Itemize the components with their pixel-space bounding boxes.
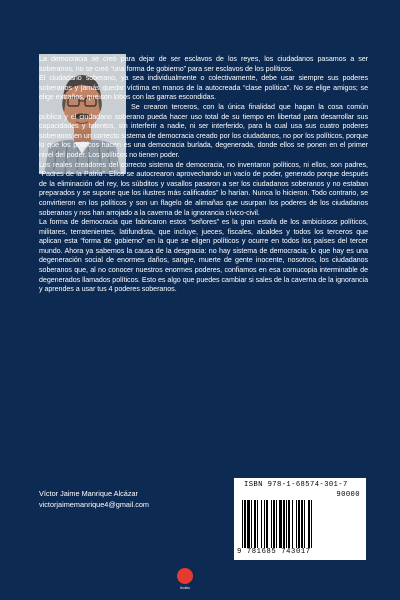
barcode-bar xyxy=(283,500,285,548)
blurb-paragraph: El ciudadano soberano, ya sea individualmente o colectivamente, debe usar siempre sus poderes soberanos y jamás quedar víctima en manos de la autocreada “clase política”. No se elige amigos; se elige extraños, que son lobos con las garras escondidas. xyxy=(39,74,368,102)
blurb-text xyxy=(39,55,368,295)
barcode-bar xyxy=(254,500,256,548)
blurb-paragraph: La democracia se creó para dejar de ser esclavos de los reyes, los ciudadanos pasamos a ser soberanos, no se creó “una forma de gobierno” para ser esclavos de los políticos. xyxy=(39,55,368,73)
isbn-number: ISBN 978-1-68574-301-7 xyxy=(244,481,348,489)
blurb-paragraph: La forma de democracia que fabricaron estos “señores” es la gran estafa de los ambiciosos políticos, militares, terratenientes, latifundista, que incluye, jueces, fiscales, alcaldes y todos los terceros que aplican esta “forma de gobierno” en la que se eligen políticos y ocurre en todos los países del tercer mundo. Ahora ya sabemos la causa de la desgracia: no hay sistema de democracia; lo que hay es una degeneración social de enormes daños, sangre, muerte de gente inocente, nosotros, los ciudadanos soberanos que, al no conocer nuestros enormes poderes, confiamos en esa cornucopia interminable de degenerados llamados políticos. Esto es algo que puedes cambiar si sales de la caverna de la ignorancia y aprendes a usar tus 4 poderes soberanos. xyxy=(39,218,368,294)
barcode-bar xyxy=(266,500,268,548)
price-code: 90000 xyxy=(336,491,360,499)
author-credit xyxy=(39,488,149,510)
barcode-bars-image xyxy=(242,500,358,548)
barcode-bar xyxy=(242,500,243,548)
barcode-bar xyxy=(273,500,275,548)
publisher-logo xyxy=(174,568,196,596)
barcode-bar xyxy=(288,500,290,548)
blurb-paragraph: Se crearon terceros, con la única finalidad que hagan la cosa común pública y el ciudadano soberano pueda hacer uso total de su tiempo en libertad para desarrollar sus capacidades y talentos, sin interferir a nadie, ni ser interferido, para la cual usa sus cuatro poderes soberanos en un correcto sistema de democracia creado por los ciudadanos, no por los políticos, porque lo que los políticos hacen es una democracia burlada, degenerada, donde ellos se ponen en el primer nivel del poder. Los políticos no tienen poder. xyxy=(39,102,368,159)
barcode-bar xyxy=(304,500,305,548)
barcode-bar xyxy=(257,500,258,548)
publisher-logo-icon xyxy=(177,568,193,584)
publisher-name: Ibukku xyxy=(179,586,191,590)
barcode-bar xyxy=(296,500,297,548)
barcode-bar xyxy=(279,500,282,548)
barcode-bar xyxy=(308,500,310,548)
barcode-bar xyxy=(286,500,287,548)
blurb-paragraph: Los reales creadores del correcto sistema de democracia, no inventaron políticos, ni ellos, son padres, “Padres de la Patria”. Ellos se autocrearon aprovechando un vacío de poder, generado porque después de la eliminación del rey, los súbditos y vasallos pasaron a ser los ciudadanos soberanos y no estaban preparados y se supone que los ilustres más calificados” lo harían. Nunca lo hicieron. Todo contrario, se convirtieron en los políticos y son un flagelo de alimañas que usurpan los poderes de los ciudadanos soberanos y nos han arrojado a la caverna de la ignorancia cívico-civil. xyxy=(39,160,368,217)
barcode-bar xyxy=(264,500,265,548)
barcode-digits: 9 781685 743017 xyxy=(237,548,311,556)
barcode-bar xyxy=(301,500,303,548)
barcode-bar xyxy=(276,500,277,548)
barcode-bar xyxy=(247,500,250,548)
barcode-bar xyxy=(261,500,262,548)
barcode-bar xyxy=(271,500,272,548)
barcode-bar xyxy=(311,500,312,548)
author-email: victorjaimemanrique4@gmail.com xyxy=(39,500,150,509)
barcode-bar xyxy=(251,500,252,548)
author-name: Víctor Jaime Manrique Alcázar xyxy=(39,489,138,498)
barcode-bar xyxy=(292,500,293,548)
isbn-barcode xyxy=(234,478,366,560)
barcode-bar xyxy=(298,500,300,548)
barcode-bar xyxy=(244,500,246,548)
